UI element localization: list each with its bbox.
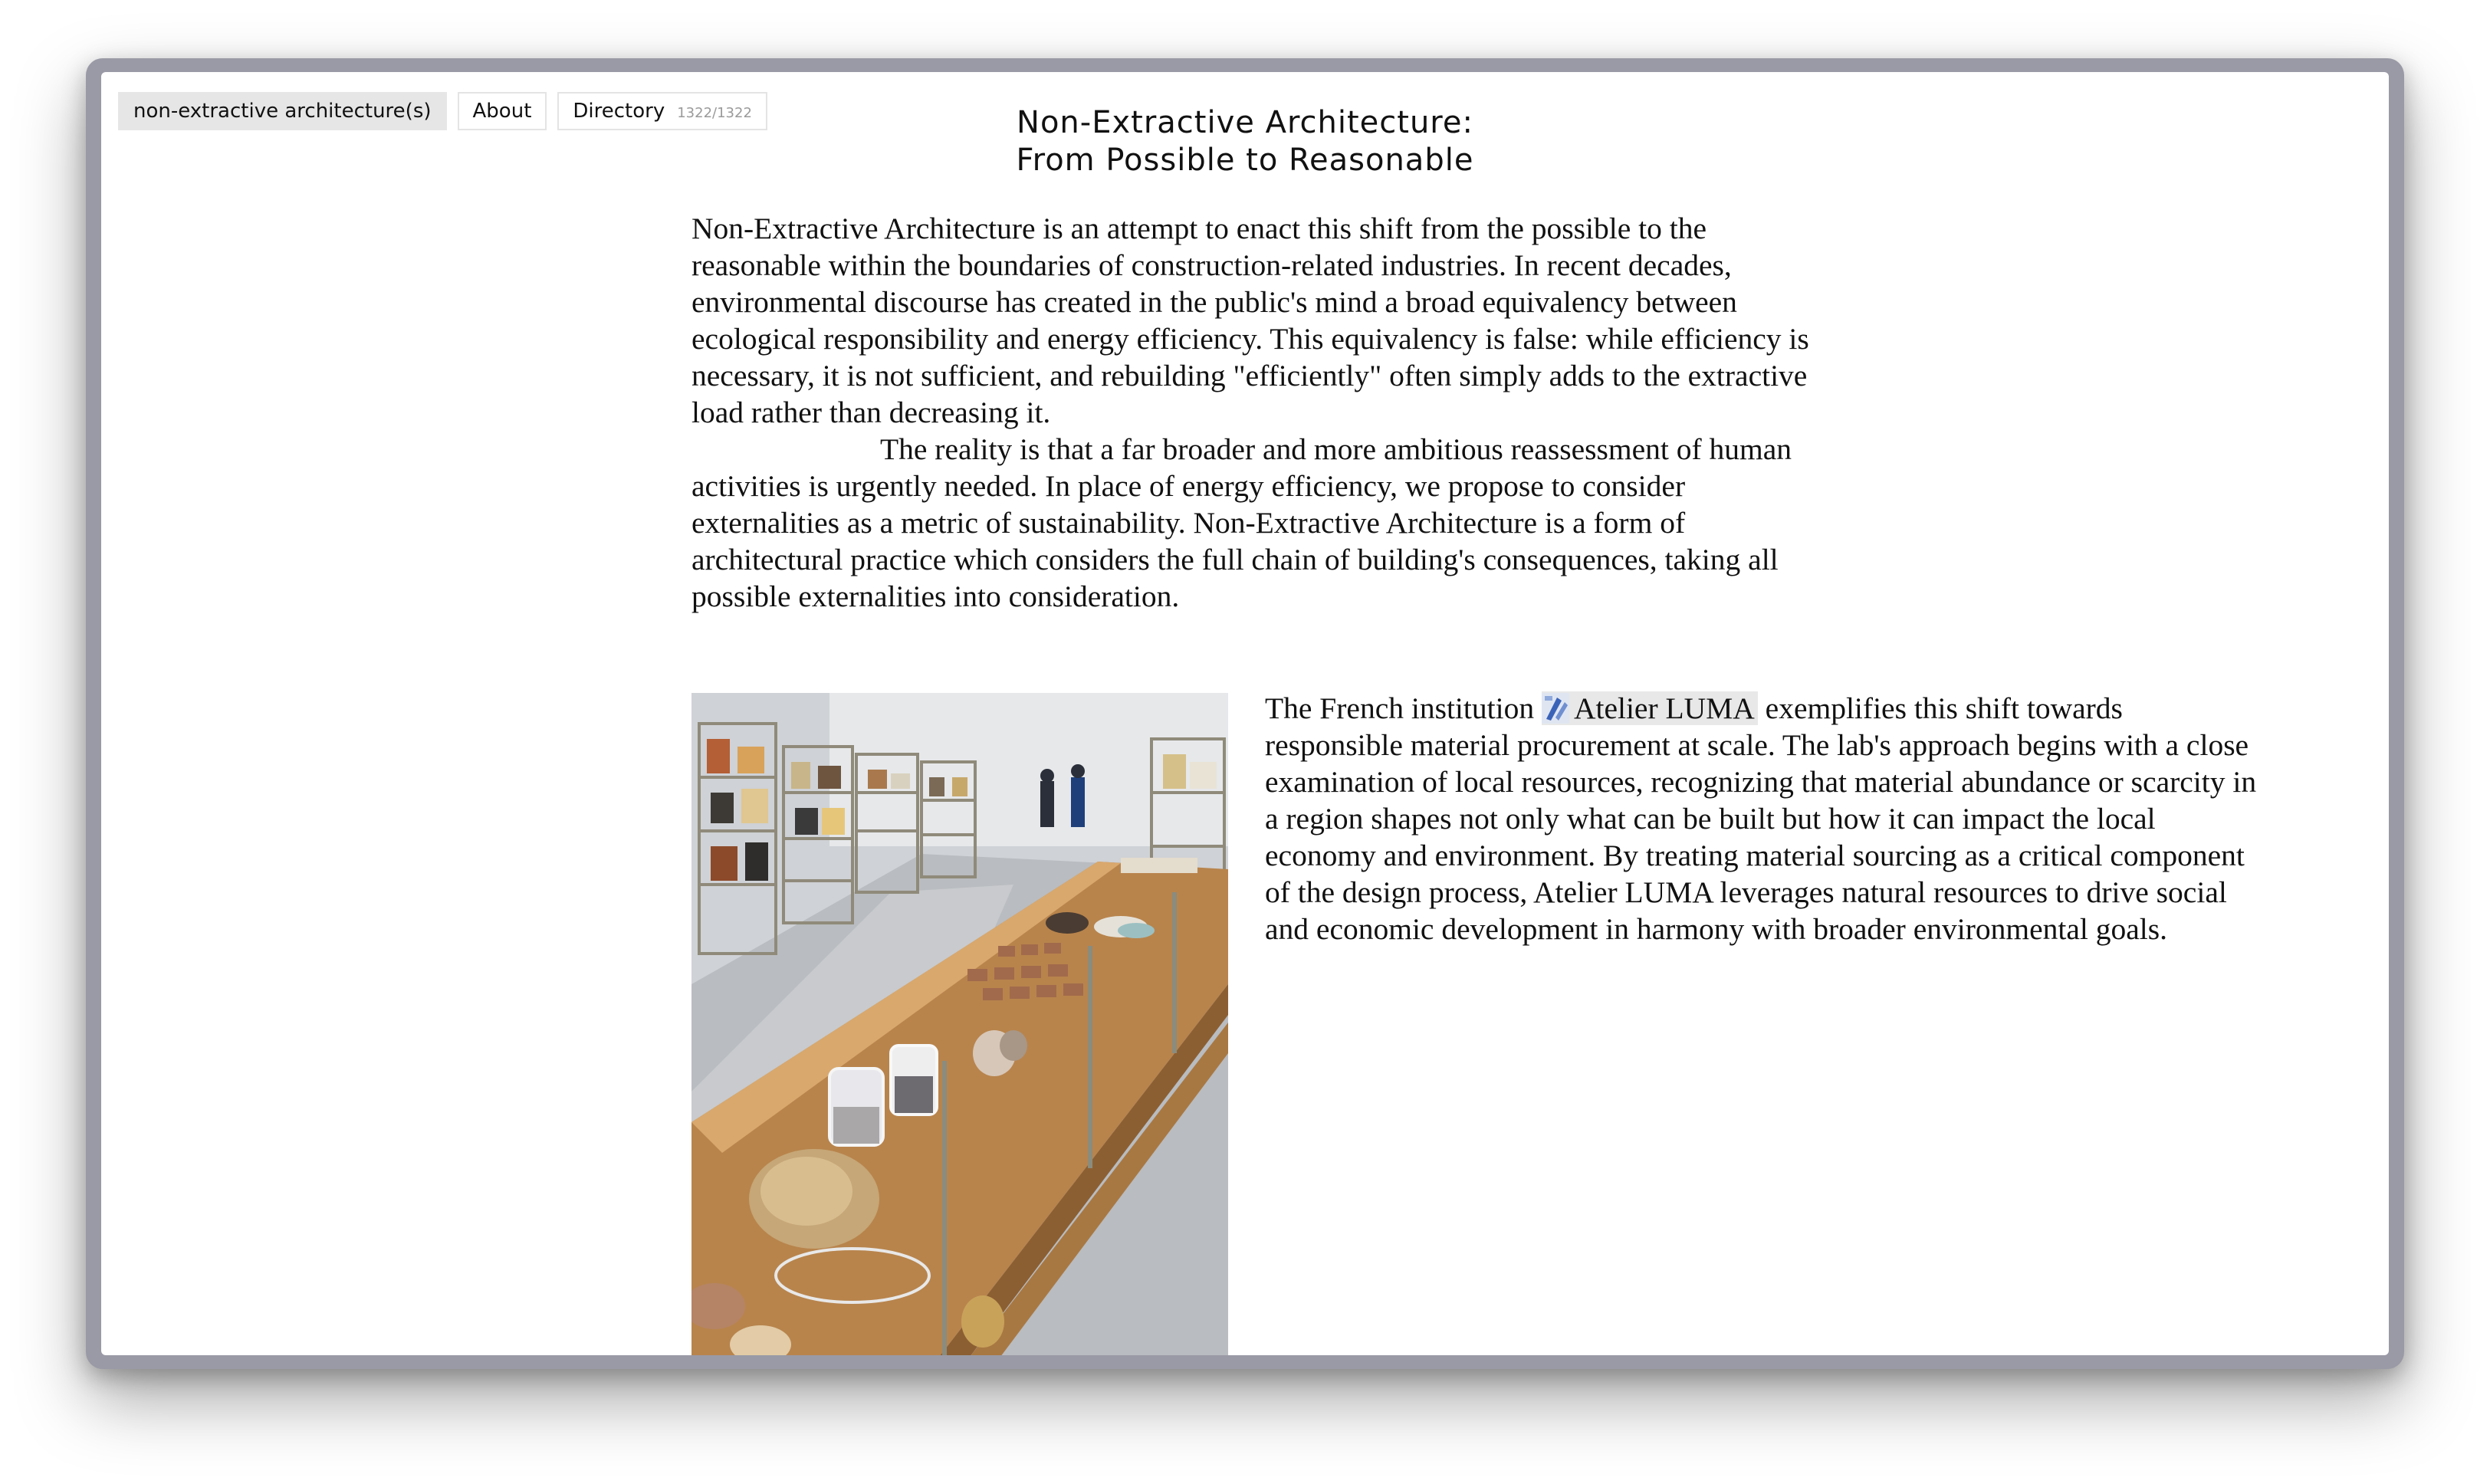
nav-tab-label: Directory bbox=[573, 100, 665, 123]
text-before-link: The French institution bbox=[1265, 691, 1542, 725]
page-title bbox=[101, 104, 2389, 179]
page-title-line-2: From Possible to Reasonable bbox=[1016, 143, 1474, 178]
atelier-luma-link-label: Atelier LUMA bbox=[1573, 691, 1755, 725]
intro-paragraph-1: Non-Extractive Architecture is an attempt to enact this shift from the possible to the reasonable within the boundaries of construction-related industries. In recent decades, environmental discourse has created in the public's mind a broad equivalency between ecological responsibility and energy efficiency. This equivalency is false: while efficiency is necessary, it is not sufficient, and rebuilding "efficiently" often simply adds to the extractive load rather than decreasing it. bbox=[691, 212, 1809, 429]
text-after-link: exemplifies this shift towards responsible material procurement at scale. The lab's approach begins with a close examination of local resources, recognizing that material abundance or scarcity in a region shapes not only what can be built but how it can impact the local economy and environment. By treating material sourcing as a critical component of the design process, Atelier LUMA leverages natural resources to drive social and economic development in harmony with broader environmental goals. bbox=[1265, 691, 2257, 946]
browser-window bbox=[101, 72, 2389, 1355]
atelier-luma-section bbox=[1265, 690, 2262, 947]
intro-text bbox=[691, 210, 1826, 615]
nav-tab-label: About bbox=[472, 100, 532, 123]
nav-tab-label: non-extractive architecture(s) bbox=[133, 100, 432, 123]
atelier-luma-photo bbox=[691, 693, 1228, 1355]
intro-paragraph-2: The reality is that a far broader and more ambitious reassessment of human activities is urgently needed. In place of energy efficiency, we propose to consider externalities as a metric of sustainability. Non-Extractive Architecture is a form of architectural practice which considers the full chain of building's consequences, taking all possible externalities into consideration. bbox=[691, 432, 1792, 613]
page-title-line-1: Non-Extractive Architecture: bbox=[1017, 105, 1473, 140]
atelier-luma-paragraph bbox=[1265, 690, 2262, 947]
directory-count: 1322/1322 bbox=[677, 105, 752, 121]
atelier-luma-thumbnail-icon bbox=[1542, 693, 1569, 724]
atelier-luma-link[interactable] bbox=[1542, 691, 1758, 725]
